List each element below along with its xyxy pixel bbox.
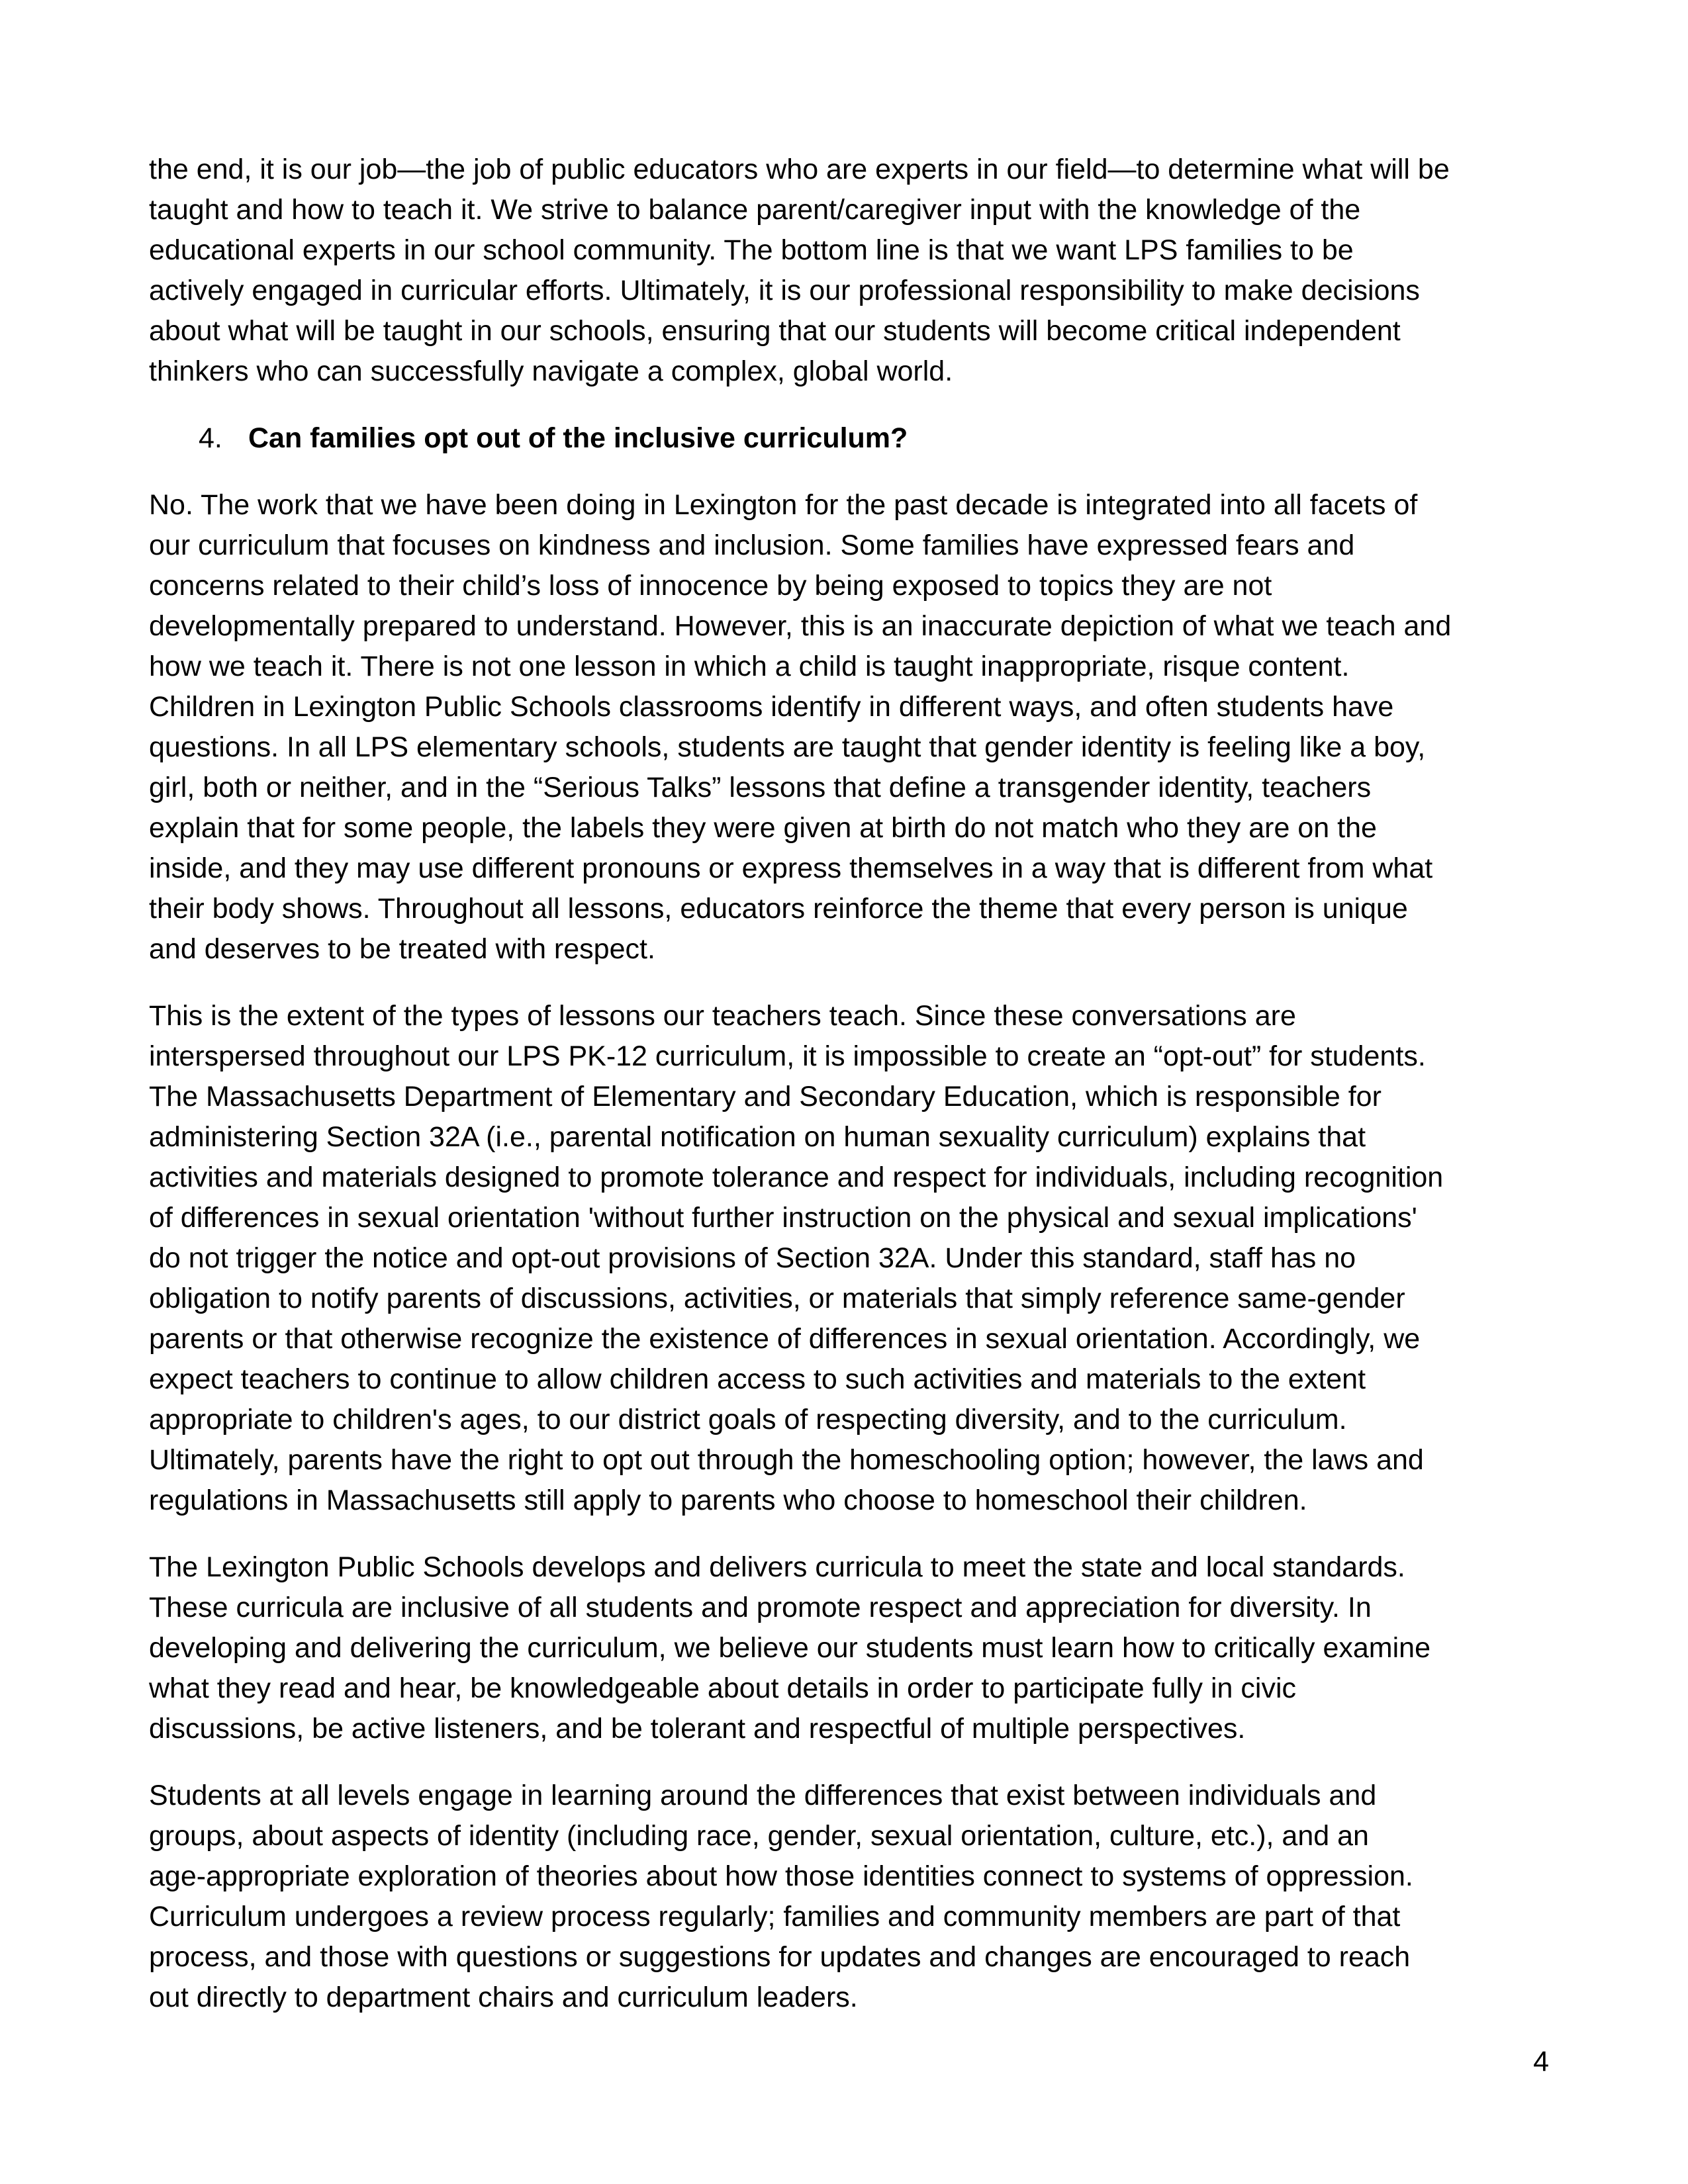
- text-line: developing and delivering the curriculum, we believe our students must learn how to critically examine: [149, 1632, 1430, 1664]
- text-line: The Lexington Public Schools develops and delivers curricula to meet the state and local standards.: [149, 1551, 1405, 1583]
- text-line: their body shows. Throughout all lessons, educators reinforce the theme that every person is unique: [149, 893, 1408, 925]
- text-line: out directly to department chairs and curriculum leaders.: [149, 1981, 858, 2013]
- text-line: inside, and they may use different pronouns or express themselves in a way that is different from what: [149, 852, 1433, 884]
- page-number: 4: [1533, 2046, 1549, 2077]
- paragraph-1: [149, 150, 1552, 392]
- question-heading: [149, 418, 1552, 459]
- text-line: This is the extent of the types of lessons our teachers teach. Since these conversations are: [149, 1000, 1296, 1032]
- text-line: our curriculum that focuses on kindness and inclusion. Some families have expressed fears and: [149, 529, 1355, 561]
- text-line: age-appropriate exploration of theories about how those identities connect to systems of oppression.: [149, 1860, 1413, 1892]
- paragraph-2: [149, 485, 1552, 970]
- text-line: No. The work that we have been doing in Lexington for the past decade is integrated into all facets of: [149, 489, 1418, 521]
- text-line: appropriate to children's ages, to our district goals of respecting diversity, and to the curriculum.: [149, 1404, 1347, 1435]
- text-line: process, and those with questions or suggestions for updates and changes are encouraged to reach: [149, 1941, 1411, 1973]
- text-line: educational experts in our school community. The bottom line is that we want LPS families to be: [149, 234, 1354, 266]
- text-line: girl, both or neither, and in the “Serious Talks” lessons that define a transgender identity, teachers: [149, 772, 1372, 803]
- paragraph-3: [149, 996, 1552, 1521]
- paragraph-4: [149, 1547, 1552, 1749]
- text-line: The Massachusetts Department of Elementary and Secondary Education, which is responsible for: [149, 1081, 1382, 1113]
- text-line: These curricula are inclusive of all students and promote respect and appreciation for diversity. In: [149, 1592, 1372, 1623]
- text-line: parents or that otherwise recognize the existence of differences in sexual orientation. Accordingly, we: [149, 1323, 1421, 1355]
- text-line: what they read and hear, be knowledgeable about details in order to participate fully in civic: [149, 1672, 1297, 1704]
- text-line: concerns related to their child’s loss of innocence by being exposed to topics they are not: [149, 570, 1272, 602]
- text-line: do not trigger the notice and opt-out provisions of Section 32A. Under this standard, staff has no: [149, 1242, 1356, 1274]
- text-line: thinkers who can successfully navigate a complex, global world.: [149, 355, 953, 387]
- text-line: administering Section 32A (i.e., parental notification on human sexuality curriculum) explains that: [149, 1121, 1366, 1153]
- question-text: Can families opt out of the inclusive curriculum?: [248, 422, 908, 454]
- text-line: Curriculum undergoes a review process regularly; families and community members are part of that: [149, 1901, 1401, 1933]
- text-line: obligation to notify parents of discussions, activities, or materials that simply reference same-gender: [149, 1283, 1405, 1314]
- text-line: discussions, be active listeners, and be tolerant and respectful of multiple perspectives.: [149, 1713, 1246, 1745]
- text-line: Students at all levels engage in learning around the differences that exist between individuals and: [149, 1780, 1377, 1811]
- text-line: taught and how to teach it. We strive to balance parent/caregiver input with the knowledge of the: [149, 194, 1361, 226]
- text-line: groups, about aspects of identity (including race, gender, sexual orientation, culture, etc.), and an: [149, 1820, 1369, 1852]
- text-line: questions. In all LPS elementary schools, students are taught that gender identity is feeling like a boy,: [149, 731, 1426, 763]
- paragraph-5: [149, 1776, 1552, 2018]
- text-line: Children in Lexington Public Schools classrooms identify in different ways, and often students have: [149, 691, 1394, 723]
- text-line: the end, it is our job—the job of public educators who are experts in our field—to determine what will be: [149, 154, 1450, 185]
- text-line: Ultimately, parents have the right to opt out through the homeschooling option; however, the laws and: [149, 1444, 1424, 1476]
- text-line: actively engaged in curricular efforts. Ultimately, it is our professional responsibility to make decisions: [149, 275, 1420, 306]
- text-line: about what will be taught in our schools, ensuring that our students will become critical independent: [149, 315, 1401, 347]
- text-line: of differences in sexual orientation 'without further instruction on the physical and sexual implications': [149, 1202, 1417, 1234]
- question-number: 4.: [199, 422, 222, 454]
- text-line: developmentally prepared to understand. However, this is an inaccurate depiction of what we teach and: [149, 610, 1452, 642]
- text-line: expect teachers to continue to allow children access to such activities and materials to the extent: [149, 1363, 1366, 1395]
- text-line: and deserves to be treated with respect.: [149, 933, 655, 965]
- text-line: explain that for some people, the labels they were given at birth do not match who they are on the: [149, 812, 1377, 844]
- text-line: how we teach it. There is not one lesson in which a child is taught inappropriate, risque content.: [149, 651, 1350, 682]
- text-line: activities and materials designed to promote tolerance and respect for individuals, including recognition: [149, 1161, 1444, 1193]
- text-line: regulations in Massachusetts still apply to parents who choose to homeschool their children.: [149, 1484, 1307, 1516]
- document-body: [149, 150, 1552, 2018]
- text-line: interspersed throughout our LPS PK-12 curriculum, it is impossible to create an “opt-out” for students.: [149, 1040, 1426, 1072]
